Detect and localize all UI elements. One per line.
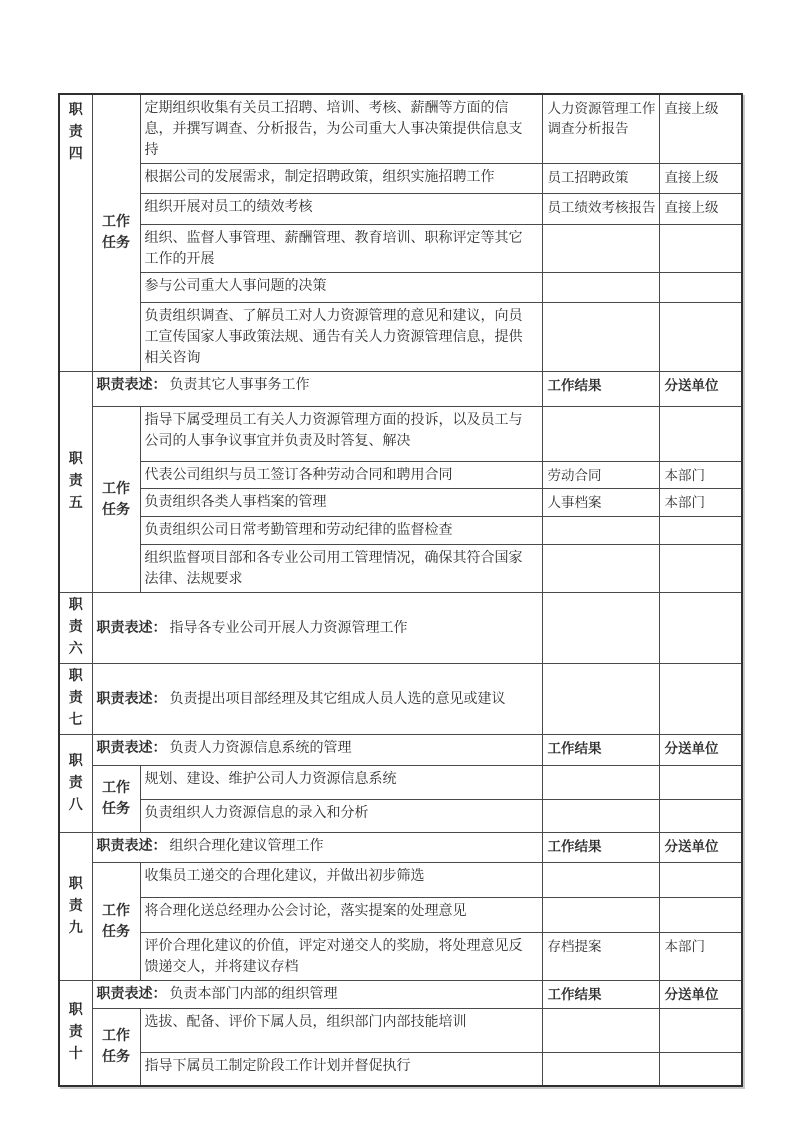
duty-label-9 <box>59 833 92 981</box>
result-cell: 人事档案 <box>542 489 659 517</box>
work-task-label: 工作任务 <box>92 766 140 833</box>
work-task-label: 工作任务 <box>92 94 140 372</box>
task-cell: 代表公司组织与员工签订各种劳动合同和聘用合同 <box>140 462 542 489</box>
work-result-header: 工作结果 <box>542 735 659 766</box>
statement-prefix: 职责表述： <box>96 692 167 707</box>
statement-text: 组织合理化建议管理工作 <box>169 839 324 854</box>
unit-cell <box>659 1009 742 1053</box>
task-cell: 根据公司的发展需求，制定招聘政策，组织实施招聘工作 <box>140 164 542 194</box>
unit-cell: 本部门 <box>659 489 742 517</box>
statement-text: 负责人力资源信息系统的管理 <box>169 741 352 756</box>
statement-text: 负责其它人事事务工作 <box>169 378 310 393</box>
unit-cell <box>659 517 742 545</box>
statement-cell <box>92 664 542 735</box>
duty-label-7 <box>59 664 92 735</box>
unit-cell <box>659 766 742 800</box>
work-task-label: 工作任务 <box>92 407 140 593</box>
task-cell: 组织监督项目部和各专业公司用工管理情况，确保其符合国家法律、法规要求 <box>140 545 542 593</box>
unit-cell <box>659 303 742 372</box>
dispatch-unit-header: 分送单位 <box>659 833 742 863</box>
work-result-header: 工作结果 <box>542 372 659 407</box>
unit-cell <box>659 1053 742 1086</box>
duty-label-7-text: 职责七 <box>68 669 83 728</box>
unit-cell <box>659 863 742 898</box>
result-cell <box>542 593 659 664</box>
job-responsibility-table <box>58 93 743 1087</box>
result-cell <box>542 545 659 593</box>
result-cell <box>542 1053 659 1086</box>
unit-cell: 直接上级 <box>659 94 742 164</box>
task-cell: 指导下属员工制定阶段工作计划并督促执行 <box>140 1053 542 1086</box>
result-cell: 员工招聘政策 <box>542 164 659 194</box>
task-cell: 参与公司重大人事问题的决策 <box>140 273 542 303</box>
result-cell <box>542 517 659 545</box>
task-cell: 指导下属受理员工有关人力资源管理方面的投诉，以及员工与公司的人事争议事宜并负责及时答复、解决 <box>140 407 542 462</box>
task-cell: 规划、建设、维护公司人力资源信息系统 <box>140 766 542 800</box>
task-cell: 将合理化送总经理办公会讨论，落实提案的处理意见 <box>140 898 542 933</box>
duty-label-9-text: 职责九 <box>68 876 83 936</box>
unit-cell: 直接上级 <box>659 164 742 194</box>
work-result-header: 工作结果 <box>542 981 659 1009</box>
result-cell <box>542 766 659 800</box>
unit-cell <box>659 593 742 664</box>
work-result-header: 工作结果 <box>542 833 659 863</box>
unit-cell <box>659 407 742 462</box>
unit-cell <box>659 898 742 933</box>
statement-text: 负责提出项目部经理及其它组成人员人选的意见或建议 <box>169 692 506 707</box>
task-cell: 负责组织人力资源信息的录入和分析 <box>140 800 542 833</box>
statement-cell <box>92 593 542 664</box>
work-task-label: 工作任务 <box>92 863 140 981</box>
task-cell: 组织开展对员工的绩效考核 <box>140 194 542 225</box>
statement-cell <box>92 735 542 766</box>
statement-cell <box>92 833 542 863</box>
result-cell: 员工绩效考核报告 <box>542 194 659 225</box>
duty-label-5 <box>59 372 92 593</box>
statement-cell <box>92 981 542 1009</box>
result-cell <box>542 407 659 462</box>
duty-label-6 <box>59 593 92 664</box>
task-cell: 组织、监督人事管理、薪酬管理、教育培训、职称评定等其它工作的开展 <box>140 225 542 273</box>
duty-label-10-text: 职责十 <box>68 1002 83 1062</box>
duty-label-4-text: 职责四 <box>68 103 83 162</box>
task-cell: 选拔、配备、评价下属人员，组织部门内部技能培训 <box>140 1009 542 1053</box>
statement-prefix: 职责表述： <box>96 378 167 393</box>
unit-cell <box>659 800 742 833</box>
task-cell: 负责组织各类人事档案的管理 <box>140 489 542 517</box>
duty-label-8-text: 职责八 <box>68 753 83 813</box>
unit-cell <box>659 664 742 735</box>
result-cell <box>542 303 659 372</box>
statement-prefix: 职责表述： <box>96 987 167 1002</box>
statement-prefix: 职责表述： <box>96 741 167 756</box>
result-cell <box>542 898 659 933</box>
unit-cell: 直接上级 <box>659 194 742 225</box>
work-task-label: 工作任务 <box>92 1009 140 1086</box>
task-cell: 定期组织收集有关员工招聘、培训、考核、薪酬等方面的信息，并撰写调查、分析报告，为公司重大人事决策提供信息支持 <box>140 94 542 164</box>
task-cell: 收集员工递交的合理化建议，并做出初步筛选 <box>140 863 542 898</box>
dispatch-unit-header: 分送单位 <box>659 372 742 407</box>
duty-label-4 <box>59 94 92 372</box>
unit-cell <box>659 273 742 303</box>
unit-cell: 本部门 <box>659 462 742 489</box>
unit-cell <box>659 545 742 593</box>
task-cell: 评价合理化建议的价值，评定对递交人的奖励，将处理意见反馈递交人，并将建议存档 <box>140 933 542 981</box>
duty-label-8 <box>59 735 92 833</box>
result-cell: 存档提案 <box>542 933 659 981</box>
result-cell <box>542 273 659 303</box>
statement-text: 负责本部门内部的组织管理 <box>169 987 338 1002</box>
result-cell <box>542 225 659 273</box>
statement-prefix: 职责表述： <box>96 621 167 636</box>
statement-text: 指导各专业公司开展人力资源管理工作 <box>169 621 408 636</box>
task-cell: 负责组织公司日常考勤管理和劳动纪律的监督检查 <box>140 517 542 545</box>
result-cell: 劳动合同 <box>542 462 659 489</box>
task-cell: 负责组织调查、了解员工对人力资源管理的意见和建议，向员工宣传国家人事政策法规、通告有关人力资源管理信息，提供相关咨询 <box>140 303 542 372</box>
dispatch-unit-header: 分送单位 <box>659 981 742 1009</box>
result-cell <box>542 863 659 898</box>
duty-label-10 <box>59 981 92 1086</box>
statement-prefix: 职责表述： <box>96 839 167 854</box>
unit-cell <box>659 225 742 273</box>
result-cell <box>542 800 659 833</box>
result-cell <box>542 1009 659 1053</box>
dispatch-unit-header: 分送单位 <box>659 735 742 766</box>
duty-label-6-text: 职责六 <box>68 598 83 657</box>
result-cell <box>542 664 659 735</box>
unit-cell: 本部门 <box>659 933 742 981</box>
result-cell: 人力资源管理工作调查分析报告 <box>542 94 659 164</box>
statement-cell <box>92 372 542 407</box>
duty-label-5-text: 职责五 <box>68 452 83 511</box>
